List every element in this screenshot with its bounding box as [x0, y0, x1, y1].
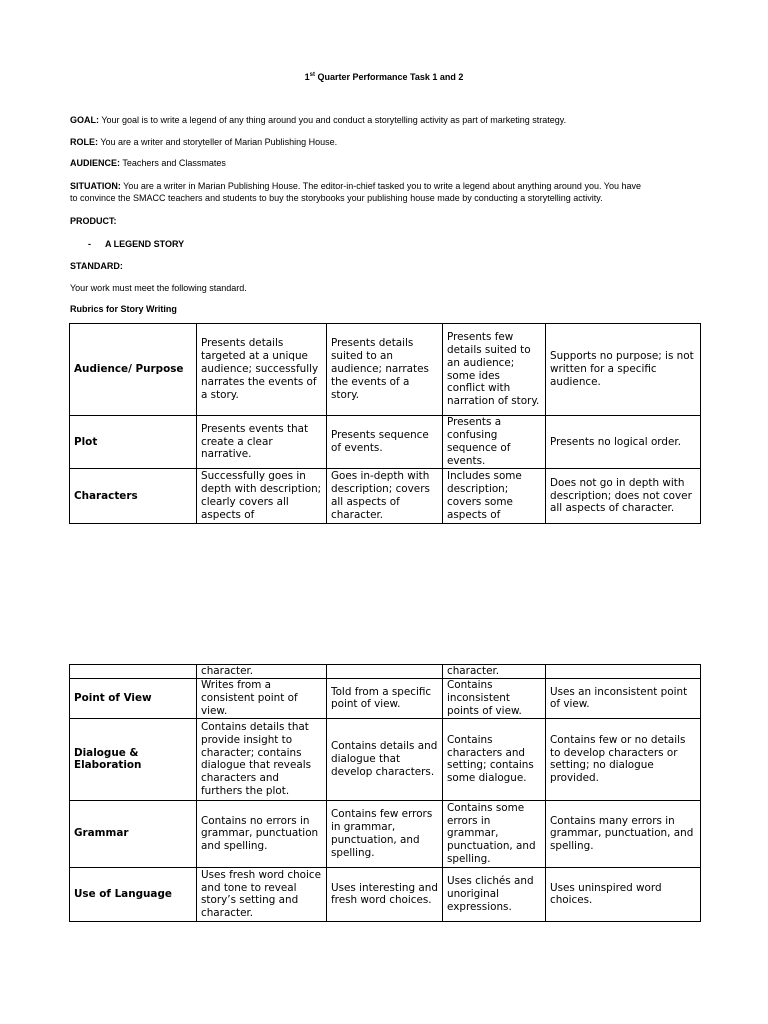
criterion-cell: Plot	[70, 416, 197, 469]
rubric-cell: Presents no logical order.	[546, 416, 701, 469]
rubric-cell	[546, 665, 701, 679]
rubric-cell: Uses an inconsistent point of view.	[546, 678, 701, 718]
criterion-cell: Dialogue & Elaboration	[70, 718, 197, 800]
rubric-cell: Contains few or no details to develop characters or setting; no dialogue provided.	[546, 718, 701, 800]
table-row	[70, 469, 701, 524]
rubric-cell: Contains no errors in grammar, punctuation and spelling.	[197, 800, 327, 867]
goal-paragraph: GOAL: Your goal is to write a legend of any thing around you and conduct a storytelling activity as part of marketing strategy.	[70, 115, 567, 125]
rubric-cell: Uses fresh word choice and tone to reveal story’s setting and character.	[197, 867, 327, 921]
rubric-cell: Contains many errors in grammar, punctuation, and spelling.	[546, 800, 701, 867]
table-row	[70, 678, 701, 718]
rubric-cell: Presents details suited to an audience; narrates the events of a story.	[327, 324, 443, 416]
rubric-cell: Contains few errors in grammar, punctuation, and spelling.	[327, 800, 443, 867]
rubric-cell: Uses uninspired word choices.	[546, 867, 701, 921]
rubric-cell: Includes some description; covers some aspects of	[443, 469, 546, 524]
rubric-cell: Contains details and dialogue that develop characters.	[327, 718, 443, 800]
table-row	[70, 800, 701, 867]
rubric-cell: Presents events that create a clear narrative.	[197, 416, 327, 469]
page-title: 1st Quarter Performance Task 1 and 2	[304, 72, 464, 82]
table-row	[70, 416, 701, 469]
rubric-table-2	[69, 664, 701, 922]
rubric-cell: Presents a confusing sequence of events.	[443, 416, 546, 469]
rubric-cell: Presents sequence of events.	[327, 416, 443, 469]
product-label: PRODUCT:	[70, 216, 117, 226]
criterion-cell: Characters	[70, 469, 197, 524]
rubric-cell: Contains inconsistent points of view.	[443, 678, 546, 718]
rubric-cell: Supports no purpose; is not written for a specific audience.	[546, 324, 701, 416]
rubric-cell: Contains some errors in grammar, punctuation, and spelling.	[443, 800, 546, 867]
rubric-cell: Uses interesting and fresh word choices.	[327, 867, 443, 921]
rubric-cell: Told from a specific point of view.	[327, 678, 443, 718]
role-paragraph: ROLE: You are a writer and storyteller of Marian Publishing House.	[70, 137, 338, 147]
rubric-cell: character.	[197, 665, 327, 679]
rubric-cell: character.	[443, 665, 546, 679]
table-row	[70, 665, 701, 679]
criterion-cell	[70, 665, 197, 679]
rubric-cell	[327, 665, 443, 679]
rubric-cell: Uses clichés and unoriginal expressions.	[443, 867, 546, 921]
rubric-cell: Contains characters and setting; contains some dialogue.	[443, 718, 546, 800]
audience-paragraph: AUDIENCE: Teachers and Classmates	[70, 158, 226, 168]
rubric-heading: Rubrics for Story Writing	[70, 304, 177, 314]
table-row	[70, 324, 701, 416]
rubric-cell: Contains details that provide insight to character; contains dialogue that reveals characters and furthers the plot.	[197, 718, 327, 800]
rubric-cell: Successfully goes in depth with description; clearly covers all aspects of	[197, 469, 327, 524]
rubric-cell: Presents details targeted at a unique audience; successfully narrates the events of a story.	[197, 324, 327, 416]
rubric-cell: Writes from a consistent point of view.	[197, 678, 327, 718]
criterion-cell: Audience/ Purpose	[70, 324, 197, 416]
table-row	[70, 867, 701, 921]
table-row	[70, 718, 701, 800]
criterion-cell: Grammar	[70, 800, 197, 867]
criterion-cell: Point of View	[70, 678, 197, 718]
product-bullet-item: - A LEGEND STORY	[88, 239, 185, 249]
rubric-cell: Does not go in depth with description; does not cover all aspects of character.	[546, 469, 701, 524]
rubric-cell: Presents few details suited to an audience; some ides conflict with narration of story.	[443, 324, 546, 416]
criterion-cell: Use of Language	[70, 867, 197, 921]
standard-text: Your work must meet the following standard.	[70, 283, 247, 293]
situation-paragraph: SITUATION: You are a writer in Marian Publishing House. The editor-in-chief tasked you to write a legend about anything around you. You have to convince the SMACC teachers and students to buy the storybooks your publishing house made by conducting a storytelling activity.	[70, 181, 641, 203]
standard-label: STANDARD:	[70, 261, 123, 271]
rubric-table-1	[69, 323, 701, 524]
rubric-cell: Goes in-depth with description; covers all aspects of character.	[327, 469, 443, 524]
